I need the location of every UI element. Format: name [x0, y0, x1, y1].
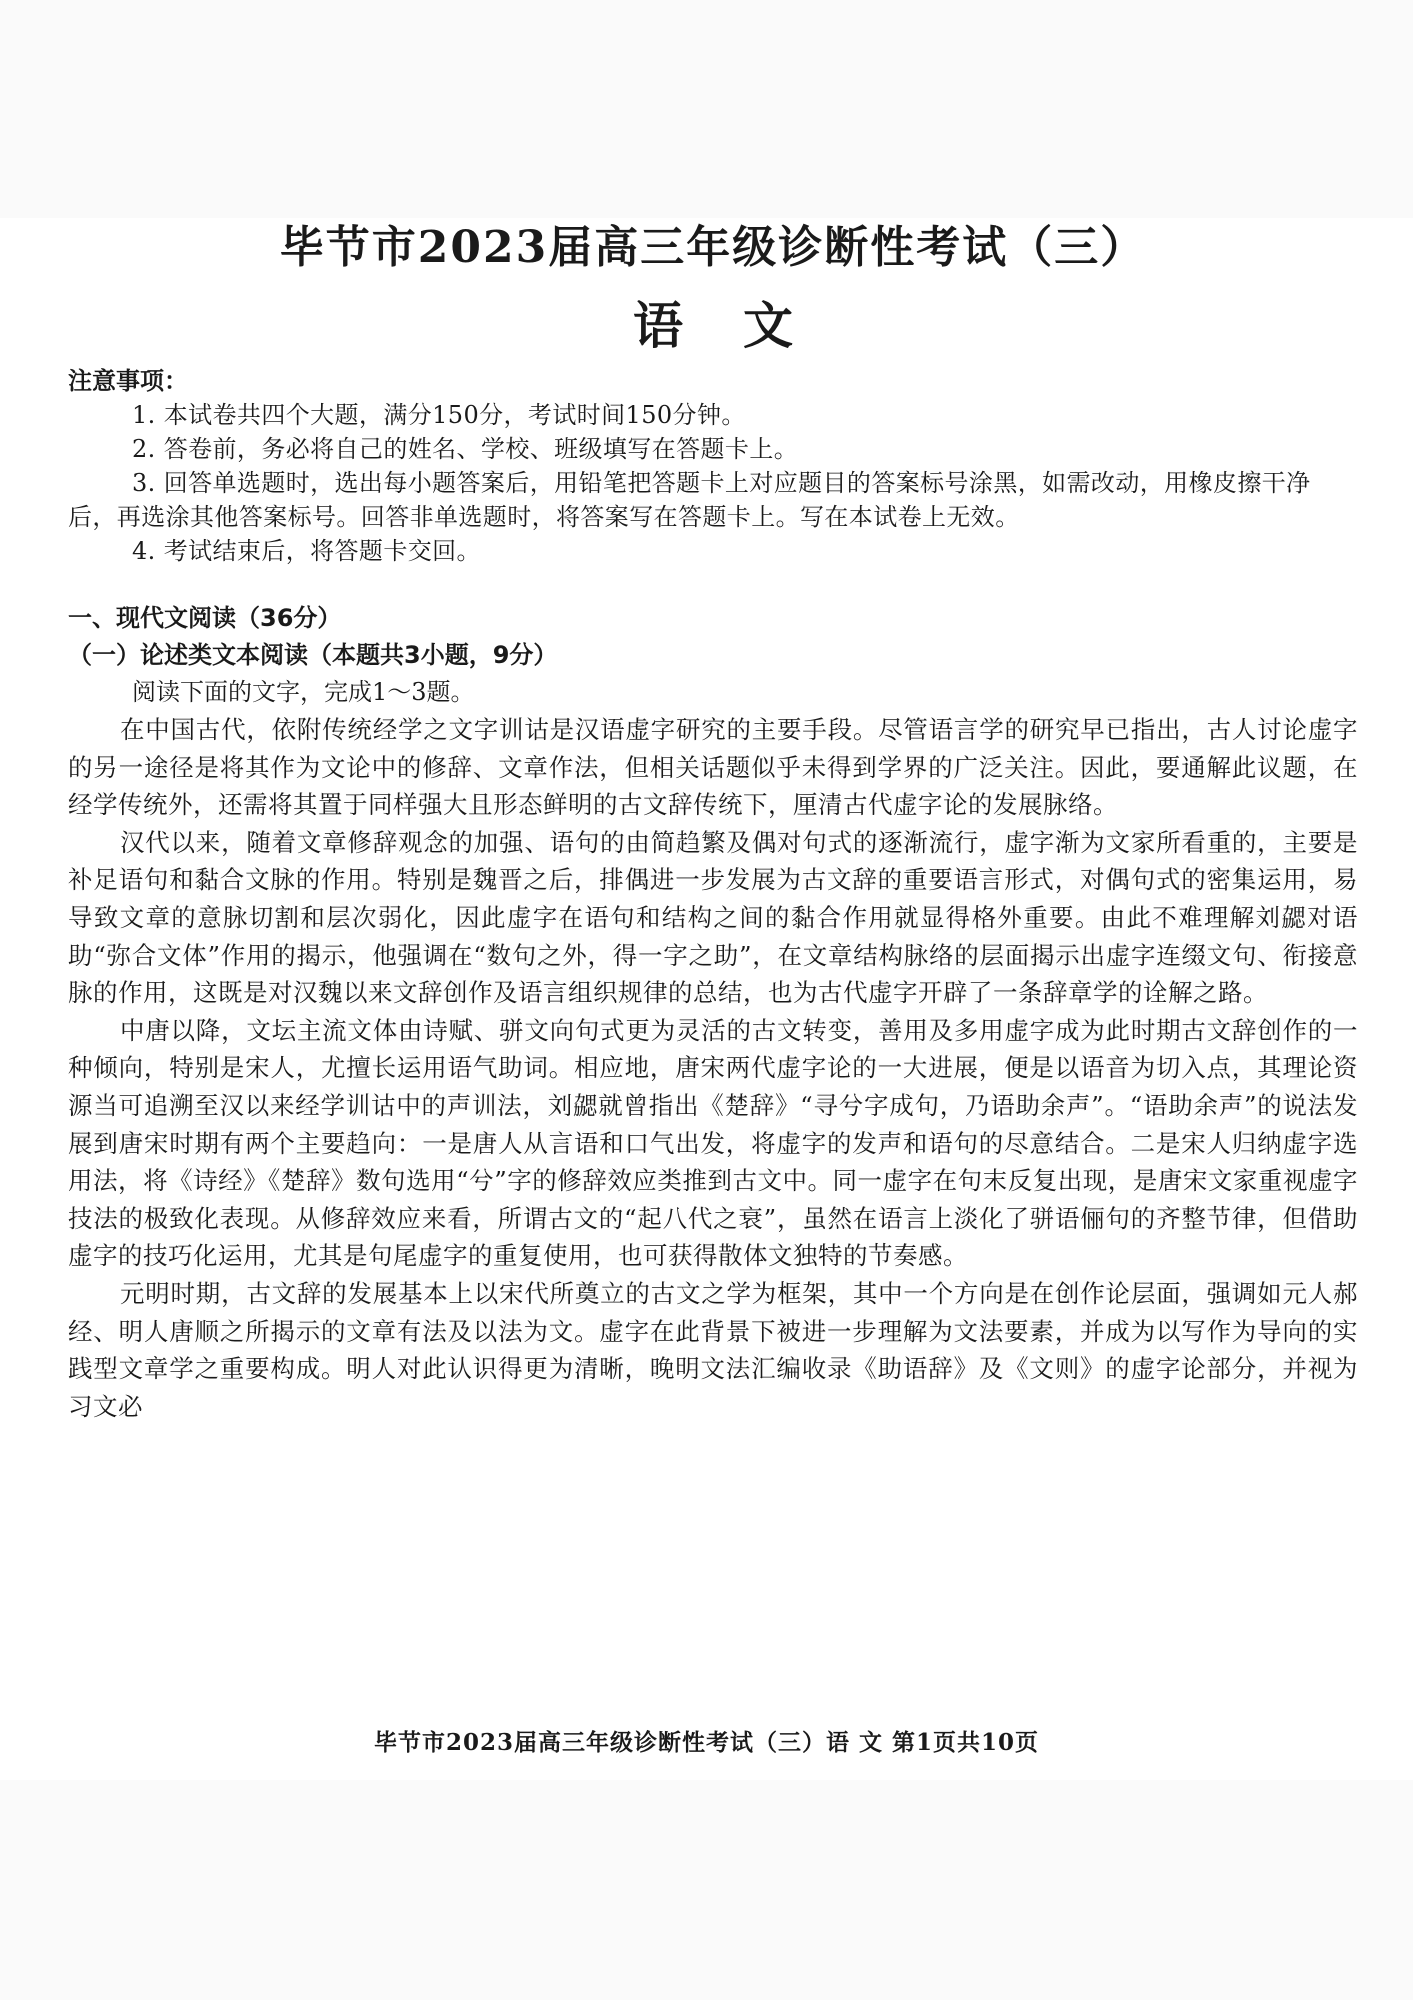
passage-paragraph: 元明时期，古文辞的发展基本上以宋代所奠立的古文之学为框架，其中一个方向是在创作论层面，强调如元人郝经、明人唐顺之所揭示的文章有法及以法为文。虚字在此背景下被进一步理解为文法要素，并成为以写作为导向的实践型文章学之重要构成。明人对此认识得更为清晰，晚明文法汇编收录《助语辞》及《文则》的虚字论部分，并视为习文必 — [68, 1278, 1358, 1421]
reading-instruction: 阅读下面的文字，完成1～3题。 — [132, 678, 475, 706]
notice-item: 2. 答卷前，务必将自己的姓名、学校、班级填写在答题卡上。 — [132, 435, 799, 463]
exam-title: 毕节市2023届高三年级诊断性考试（三） — [279, 222, 1147, 273]
notice-item: 3. 回答单选题时，选出每小题答案后，用铅笔把答题卡上对应题目的答案标号涂黑，如需改动，用橡皮擦干净后，再选涂其他答案标号。回答非单选题时，将答案写在答题卡上。写在本试卷上无效。 — [68, 469, 1311, 531]
notice-item: 1. 本试卷共四个大题，满分150分，考试时间150分钟。 — [132, 401, 746, 429]
scan-bottom-margin — [0, 1780, 1413, 2000]
exam-page — [68, 222, 1358, 1425]
scan-top-margin — [0, 0, 1413, 218]
page-footer: 毕节市2023届高三年级诊断性考试（三）语 文 第1页共10页 — [373, 1729, 1040, 1756]
section-heading: 一、现代文阅读（36分） — [68, 604, 342, 632]
passage-paragraph: 中唐以降，文坛主流文体由诗赋、骈文向句式更为灵活的古文转变，善用及多用虚字成为此时期古文辞创作的一种倾向，特别是宋人，尤擅长运用语气助词。相应地，唐宋两代虚字论的一大进展，便是以语音为切入点，其理论资源当可追溯至汉以来经学训诂中的声训法，刘勰就曾指出《楚辞》“寻兮字成句，乃语助余声”。“语助余声”的说法发展到唐宋时期有两个主要趋向：一是唐人从言语和口气出发，将虚字的发声和语句的尽意结合。二是宋人归纳虚字选用法，将《诗经》《楚辞》数句选用“兮”字的修辞效应类推到古文中。同一虚字在句末反复出现，是唐宋文家重视虚字技法的极致化表现。从修辞效应来看，所谓古文的“起八代之衰”，虽然在语言上淡化了骈语俪句的齐整节律，但借助虚字的技巧化运用，尤其是句尾虚字的重复使用，也可获得散体文独特的节奏感。 — [68, 1015, 1358, 1271]
passage-paragraph: 汉代以来，随着文章修辞观念的加强、语句的由简趋繁及偶对句式的逐渐流行，虚字渐为文家所看重的，主要是补足语句和黏合文脉的作用。特别是魏晋之后，排偶进一步发展为古文辞的重要语言形式，对偶句式的密集运用，易导致文章的意脉切割和层次弱化，因此虚字在语句和结构之间的黏合作用就显得格外重要。由此不难理解刘勰对语助“弥合文体”作用的揭示，他强调在“数句之外，得一字之助”，在文章结构脉络的层面揭示出虚字连缀文句、衔接意脉的作用，这既是对汉魏以来文辞创作及语言组织规律的总结，也为古代虚字开辟了一条辞章学的诠解之路。 — [68, 827, 1358, 1008]
notice-heading: 注意事项： — [68, 367, 188, 395]
subject-title: 语文 — [633, 296, 853, 355]
notice-item: 4. 考试结束后，将答题卡交回。 — [132, 537, 481, 565]
passage-paragraph: 在中国古代，依附传统经学之文字训诂是汉语虚字研究的主要手段。尽管语言学的研究早已指出，古人讨论虚字的另一途径是将其作为文论中的修辞、文章作法，但相关话题似乎未得到学界的广泛关注。因此，要通解此议题，在经学传统外，还需将其置于同样强大且形态鲜明的古文辞传统下，厘清古代虚字论的发展脉络。 — [68, 715, 1358, 820]
subsection-heading: （一）论述类文本阅读（本题共3小题，9分） — [68, 641, 558, 669]
